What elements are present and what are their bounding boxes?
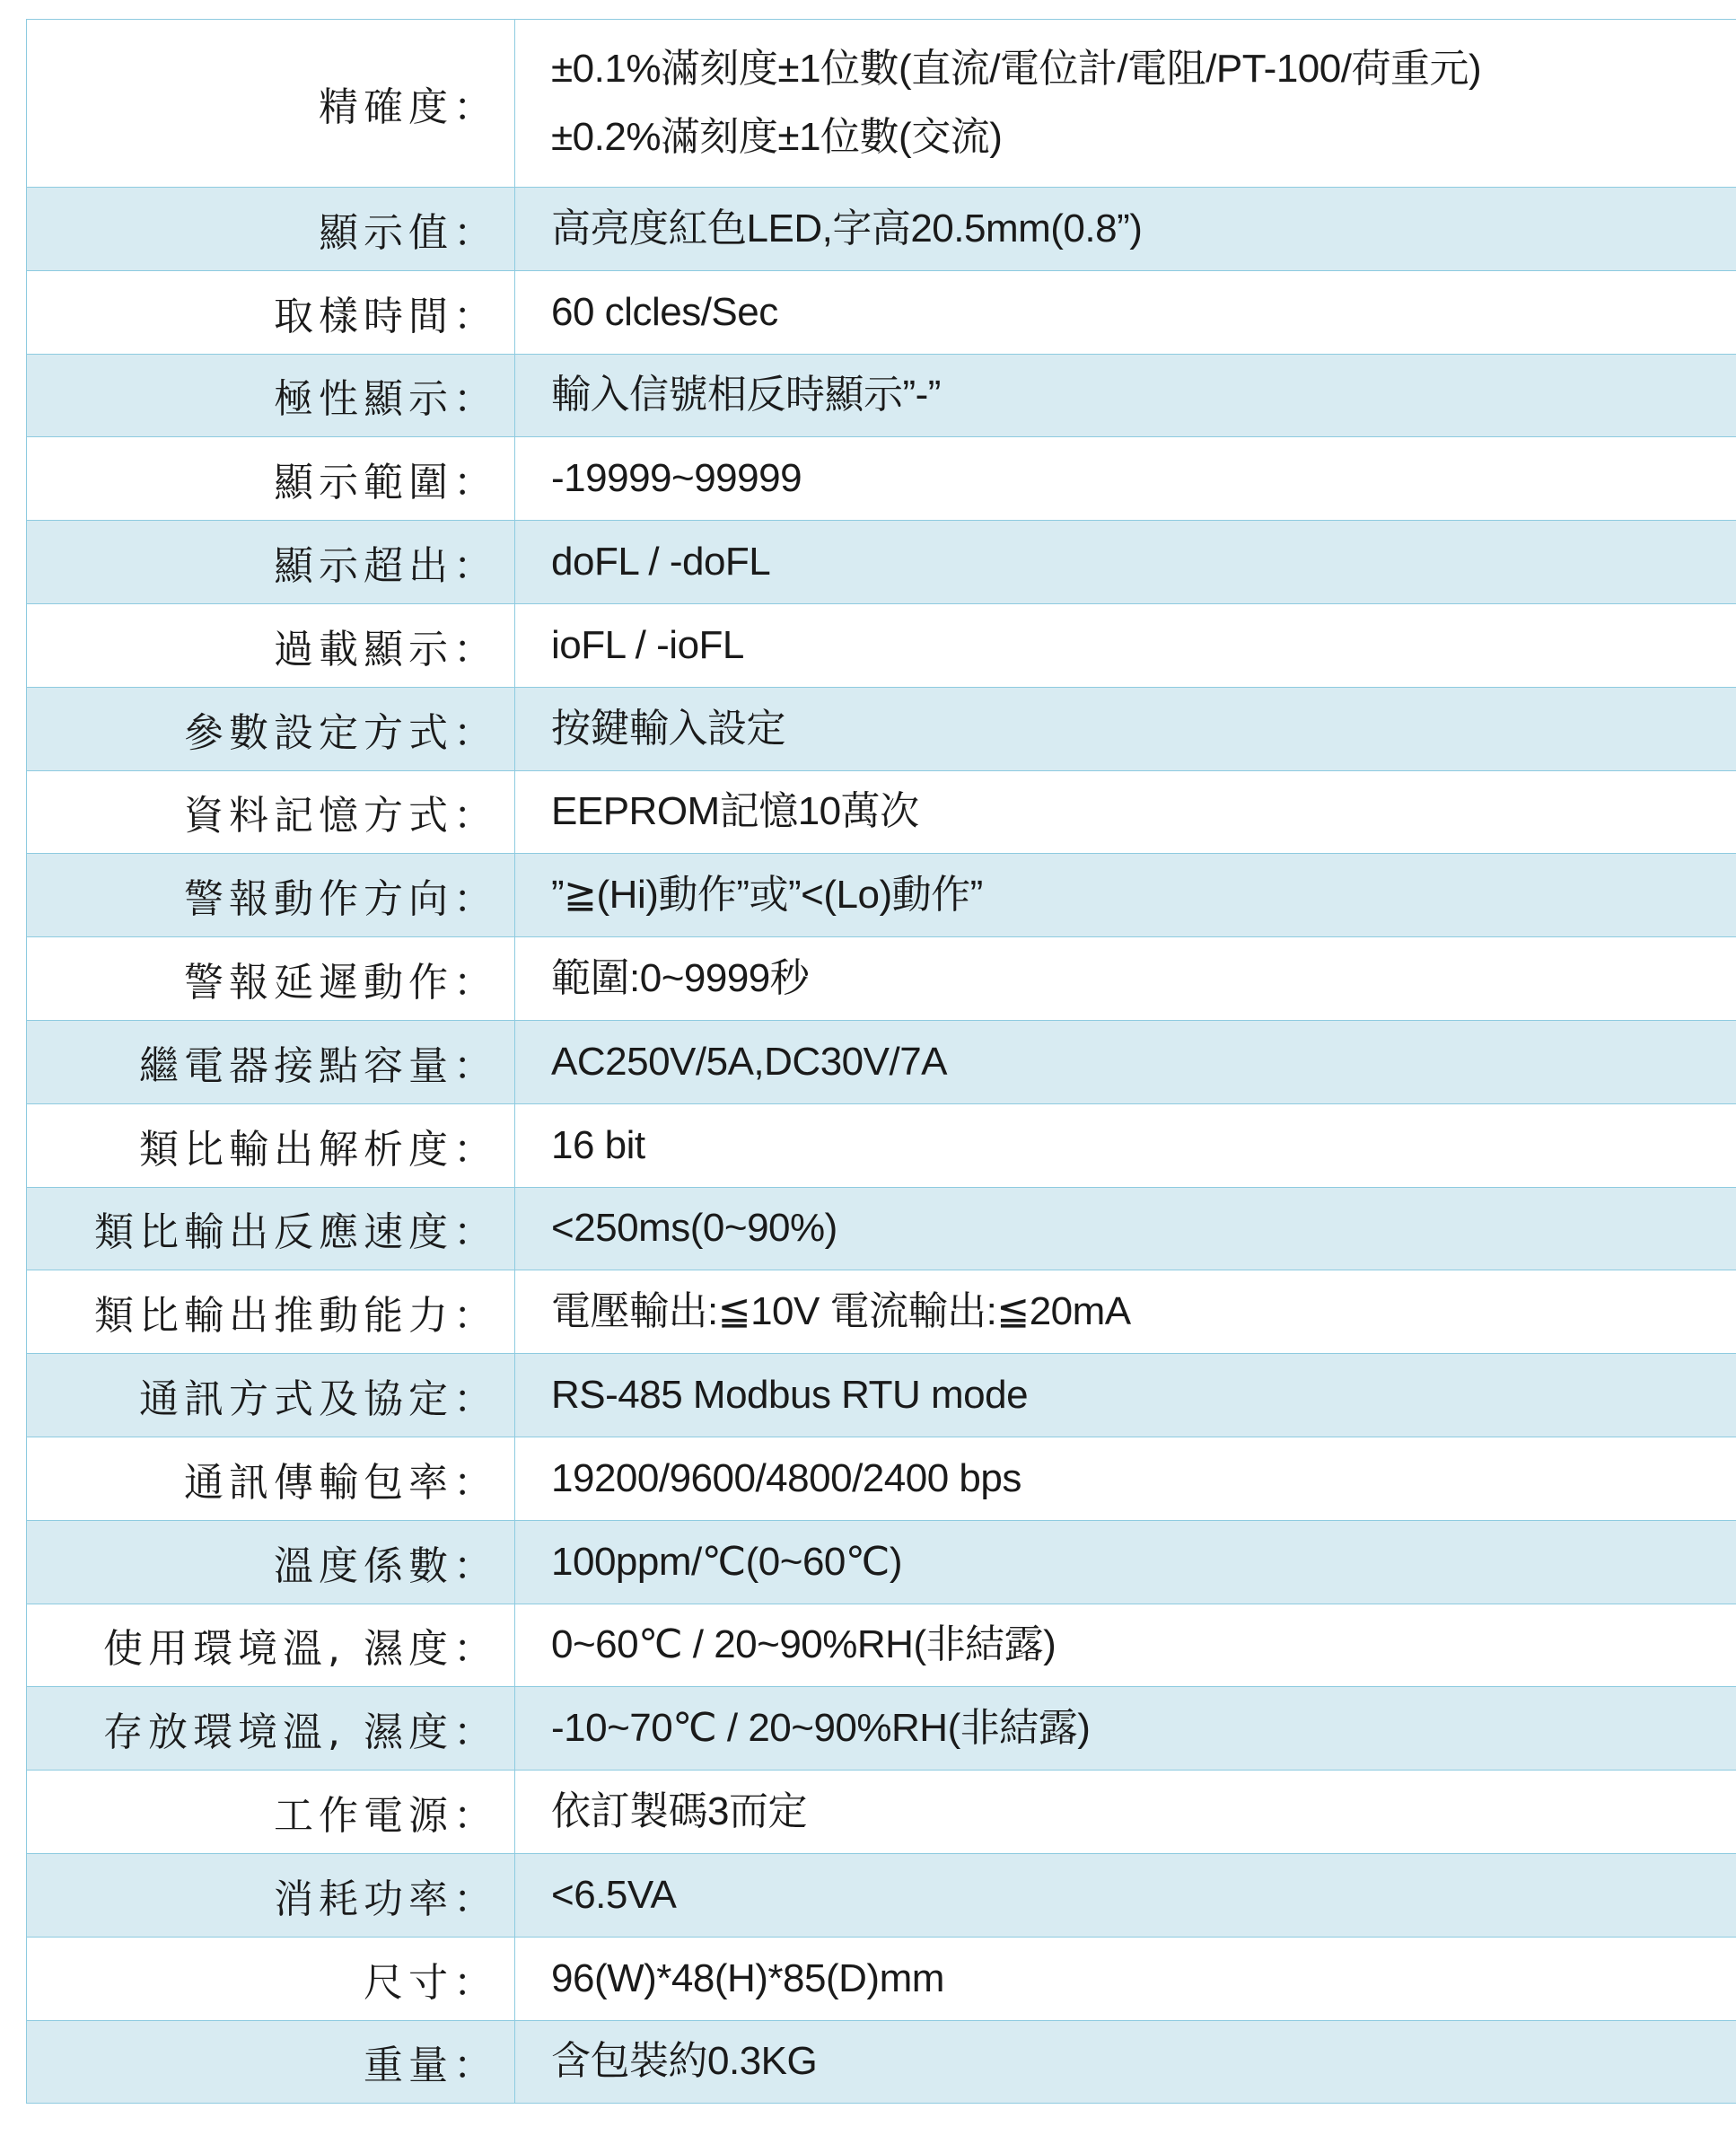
spec-value-line: 100ppm/℃(0~60℃) [551,1539,902,1584]
spec-row [27,687,1736,770]
spec-label: 使用環境溫, 濕度： [27,1604,515,1687]
spec-row [27,1520,1736,1604]
spec-value [515,1604,1736,1687]
spec-value [515,2020,1736,2104]
spec-value-line: 0~60℃ / 20~90%RH(非結露) [551,1622,1057,1667]
spec-value [515,354,1736,437]
spec-value [515,687,1736,770]
spec-label: 顯示範圍： [27,437,515,521]
spec-value-line: EEPROM記憶10萬次 [551,789,919,834]
spec-value [515,854,1736,937]
spec-row [27,937,1736,1021]
spec-label: 精確度： [27,20,515,188]
spec-value [515,270,1736,354]
spec-row [27,1937,1736,2020]
spec-value-line: ”≧(Hi)動作”或”<(Lo)動作” [551,873,983,918]
spec-row [27,1187,1736,1270]
spec-value [515,1354,1736,1437]
spec-row [27,1771,1736,1854]
spec-label: 極性顯示： [27,354,515,437]
spec-value-line: <6.5VA [551,1872,677,1917]
spec-label: 溫度係數： [27,1520,515,1604]
spec-row [27,770,1736,854]
spec-table [26,19,1736,2104]
spec-value [515,1103,1736,1187]
spec-value-line: ±0.1%滿刻度±1位數(直流/電位計/電阻/PT-100/荷重元) [551,47,1482,91]
spec-label: 重量： [27,2020,515,2104]
spec-label: 類比輸出解析度： [27,1103,515,1187]
spec-value-line: doFL / -doFL [551,540,771,584]
spec-value [515,521,1736,604]
spec-row [27,1604,1736,1687]
spec-value [515,437,1736,521]
spec-label: 資料記憶方式： [27,770,515,854]
spec-row [27,1103,1736,1187]
spec-row [27,1270,1736,1354]
spec-row [27,1853,1736,1937]
spec-row [27,354,1736,437]
spec-value-line: 96(W)*48(H)*85(D)mm [551,1955,944,2000]
spec-label: 繼電器接點容量： [27,1020,515,1103]
spec-value [515,1937,1736,2020]
spec-label: 顯示超出： [27,521,515,604]
spec-value-line: RS-485 Modbus RTU mode [551,1373,1029,1418]
spec-value-line: 60 clcles/Sec [551,289,778,334]
spec-value-line: 範圍:0~9999秒 [551,956,810,1001]
spec-value [515,1437,1736,1520]
spec-value-line: AC250V/5A,DC30V/7A [551,1039,948,1084]
spec-label: 存放環境溫, 濕度： [27,1687,515,1771]
spec-row [27,854,1736,937]
spec-value [515,1687,1736,1771]
spec-label: 工作電源： [27,1771,515,1854]
spec-label: 類比輸出反應速度： [27,1187,515,1270]
spec-row [27,270,1736,354]
spec-value-line: -10~70℃ / 20~90%RH(非結露) [551,1706,1091,1751]
spec-value [515,1771,1736,1854]
spec-value-line: 16 bit [551,1122,645,1167]
spec-value-line: ±0.2%滿刻度±1位數(交流) [551,115,1003,159]
spec-value [515,1020,1736,1103]
spec-row [27,1354,1736,1437]
spec-label: 取樣時間： [27,270,515,354]
spec-value [515,603,1736,687]
spec-row [27,603,1736,687]
spec-row [27,2020,1736,2104]
spec-value [515,770,1736,854]
spec-value [515,20,1736,188]
spec-label: 警報延遲動作： [27,937,515,1021]
spec-label: 過載顯示： [27,603,515,687]
spec-value-line: <250ms(0~90%) [551,1206,837,1251]
spec-row [27,1687,1736,1771]
spec-value [515,188,1736,271]
spec-label: 消耗功率： [27,1853,515,1937]
spec-value-line: ioFL / -ioFL [551,622,744,667]
spec-value [515,1853,1736,1937]
spec-value-line: -19999~99999 [551,456,802,501]
spec-value [515,1187,1736,1270]
spec-row [27,1020,1736,1103]
spec-value-line: 19200/9600/4800/2400 bps [551,1455,1021,1500]
spec-value [515,1520,1736,1604]
spec-label: 類比輸出推動能力： [27,1270,515,1354]
spec-row [27,188,1736,271]
spec-value-line: 輸入信號相反時顯示”-” [551,373,941,417]
spec-label: 顯示值： [27,188,515,271]
spec-value-line: 含包裝約0.3KG [551,2039,818,2084]
spec-value-line: 按鍵輸入設定 [551,706,785,751]
spec-row [27,437,1736,521]
spec-label: 尺寸： [27,1937,515,2020]
spec-value [515,937,1736,1021]
spec-label: 參數設定方式： [27,687,515,770]
spec-row [27,1437,1736,1520]
spec-label: 通訊方式及協定： [27,1354,515,1437]
spec-value-line: 依訂製碼3而定 [551,1789,807,1834]
spec-row [27,20,1736,188]
spec-value-line: 高亮度紅色LED,字高20.5mm(0.8”) [551,206,1143,250]
spec-table-body [27,20,1736,2104]
spec-label: 通訊傳輸包率： [27,1437,515,1520]
spec-value [515,1270,1736,1354]
spec-value-line: 電壓輸出:≦10V 電流輸出:≦20mA [551,1289,1131,1334]
spec-label: 警報動作方向： [27,854,515,937]
spec-row [27,521,1736,604]
